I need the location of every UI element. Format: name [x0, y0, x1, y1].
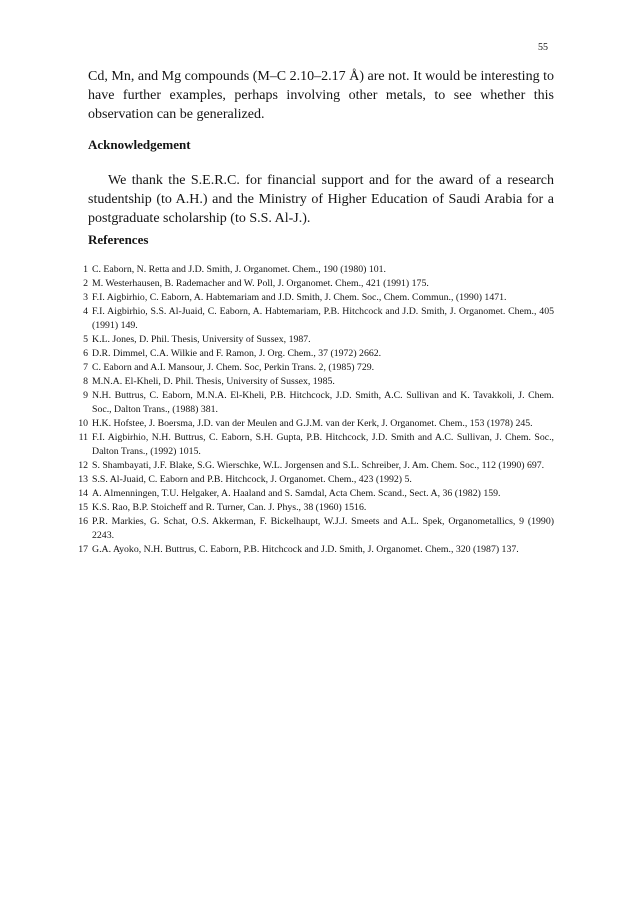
reference-text: N.H. Buttrus, C. Eaborn, M.N.A. El-Kheli, P.B. Hitchcock, J.D. Smith, A.C. Sullivan and K. Tavakkoli, J. Chem. Soc., Dalton Trans., (1988) 381. [92, 390, 554, 415]
reference-number: 5 [83, 334, 88, 345]
reference-text: F.I. Aigbirhio, S.S. Al-Juaid, C. Eaborn, A. Habtemariam, P.B. Hitchcock and J.D. Smith, J. Organomet. Chem., 405 (1991) 149. [92, 306, 554, 331]
reference-number: 4 [83, 306, 88, 317]
reference-number: 12 [78, 460, 88, 471]
reference-text: F.I. Aigbirhio, C. Eaborn, A. Habtemariam and J.D. Smith, J. Chem. Soc., Chem. Commun., (1990) 1471. [92, 292, 507, 303]
reference-item [74, 291, 554, 305]
reference-number: 16 [78, 516, 88, 527]
acknowledgement-text: We thank the S.E.R.C. for financial support and for the award of a research studentship (to A.H.) and the Ministry of Higher Education of Saudi Arabia for a postgraduate scholarship (to S.S. Al-J.). [88, 173, 554, 226]
references-heading: References [88, 232, 149, 247]
reference-number: 9 [83, 390, 88, 401]
page-number: 55 [538, 42, 548, 53]
reference-number: 15 [78, 502, 88, 513]
reference-item [74, 389, 554, 417]
reference-item [74, 305, 554, 333]
reference-item [74, 361, 554, 375]
reference-text: K.S. Rao, B.P. Stoicheff and R. Turner, Can. J. Phys., 38 (1960) 1516. [92, 502, 367, 513]
body-paragraph: Cd, Mn, and Mg compounds (M–C 2.10–2.17 Å) are not. It would be interesting to have further examples, perhaps involving other metals, to see whether this observation can be generalized. [88, 69, 554, 122]
reference-text: C. Eaborn, N. Retta and J.D. Smith, J. Organomet. Chem., 190 (1980) 101. [92, 264, 386, 275]
reference-item [74, 277, 554, 291]
reference-text: P.R. Markies, G. Schat, O.S. Akkerman, F. Bickelhaupt, W.J.J. Smeets and A.L. Spek, Organometallics, 9 (1990) 2243. [92, 516, 554, 541]
reference-text: S.S. Al-Juaid, C. Eaborn and P.B. Hitchcock, J. Organomet. Chem., 423 (1992) 5. [92, 474, 412, 485]
reference-item [74, 333, 554, 347]
reference-item [74, 417, 554, 431]
reference-item [74, 515, 554, 543]
reference-text: M.N.A. El-Kheli, D. Phil. Thesis, University of Sussex, 1985. [92, 376, 335, 387]
reference-list [74, 263, 554, 557]
reference-number: 6 [83, 348, 88, 359]
reference-item [74, 263, 554, 277]
reference-number: 10 [78, 418, 88, 429]
reference-number: 8 [83, 376, 88, 387]
reference-item [74, 501, 554, 515]
reference-item [74, 487, 554, 501]
reference-item [74, 459, 554, 473]
reference-item [74, 347, 554, 361]
reference-number: 1 [83, 264, 88, 275]
reference-number: 7 [83, 362, 88, 373]
reference-text: C. Eaborn and A.I. Mansour, J. Chem. Soc, Perkin Trans. 2, (1985) 729. [92, 362, 375, 373]
reference-text: D.R. Dimmel, C.A. Wilkie and F. Ramon, J. Org. Chem., 37 (1972) 2662. [92, 348, 382, 359]
reference-text: A. Almenningen, T.U. Helgaker, A. Haaland and S. Samdal, Acta Chem. Scand., Sect. A, 36 (1982) 159. [92, 488, 501, 499]
reference-item [74, 375, 554, 389]
reference-number: 2 [83, 278, 88, 289]
reference-text: M. Westerhausen, B. Rademacher and W. Poll, J. Organomet. Chem., 421 (1991) 175. [92, 278, 429, 289]
acknowledgement-heading: Acknowledgement [88, 137, 191, 152]
reference-item [74, 543, 554, 557]
reference-number: 14 [78, 488, 88, 499]
reference-item [74, 473, 554, 487]
reference-number: 17 [78, 544, 88, 555]
reference-item [74, 431, 554, 459]
reference-text: S. Shambayati, J.F. Blake, S.G. Wierschke, W.L. Jorgensen and S.L. Schreiber, J. Am. Chem. Soc., 112 (1990) 697. [92, 460, 545, 471]
reference-text: G.A. Ayoko, N.H. Buttrus, C. Eaborn, P.B. Hitchcock and J.D. Smith, J. Organomet. Chem., 320 (1987) 137. [92, 544, 519, 555]
reference-number: 11 [78, 432, 88, 443]
reference-text: H.K. Hofstee, J. Boersma, J.D. van der Meulen and G.J.M. van der Kerk, J. Organomet. Chem., 153 (1978) 245. [92, 418, 533, 429]
reference-text: F.I. Aigbirhio, N.H. Buttrus, C. Eaborn, S.H. Gupta, P.B. Hitchcock, J.D. Smith and A.C. Sullivan, J. Chem. Soc., Dalton Trans., (1992) 1015. [92, 432, 554, 457]
reference-number: 13 [78, 474, 88, 485]
reference-text: K.L. Jones, D. Phil. Thesis, University of Sussex, 1987. [92, 334, 311, 345]
reference-number: 3 [83, 292, 88, 303]
